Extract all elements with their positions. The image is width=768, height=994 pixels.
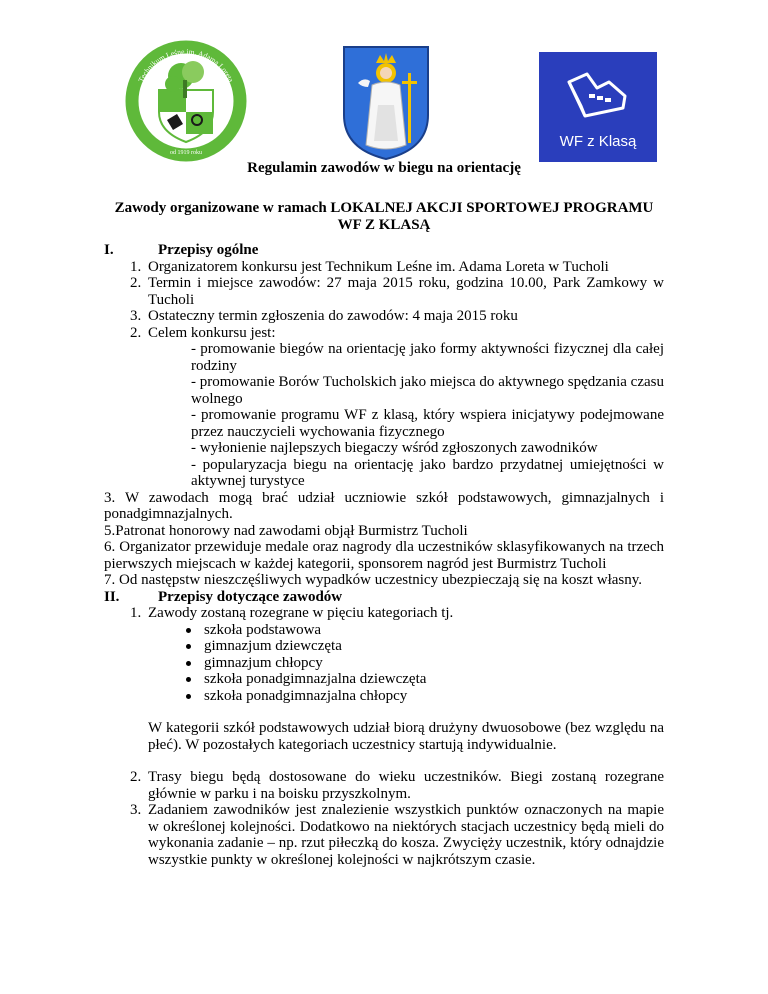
list-item (104, 325, 664, 342)
school-year-text: od 1919 roku (170, 150, 202, 156)
goal-item: - promowanie Borów Tucholskich jako miejsca do aktywnego spędzania czasu wolnego (191, 374, 664, 407)
list-number: 2. (130, 324, 142, 341)
bullet-icon (186, 661, 191, 666)
bullet-icon (186, 628, 191, 633)
list-text: Zadaniem zawodników jest znalezienie wszystkich punktów oznaczonych na mapie w określonej kolejności. Dodatkowo na niektórych stacjach uczestnicy będą mieli do wykonania zadanie – np. rzut piłeczką do kosza. Zwycięży uczestnik, który odnajdzie wszystkie punkty w określonej kolejności w najkrótszym czasie. (148, 802, 664, 868)
subtitle-line-2: WF Z KLASĄ (337, 216, 431, 233)
paragraph-7: 7. Od następstw nieszczęśliwych wypadków uczestnicy ubezpieczają się na koszt własny. (104, 572, 643, 588)
wf-z-klasa-logo (539, 52, 657, 162)
section-title: Przepisy dotyczące zawodów (158, 588, 343, 605)
list-item (104, 259, 664, 276)
list-item (104, 308, 664, 325)
category-text: szkoła podstawowa (204, 621, 322, 638)
paragraph-6: 6. Organizator przewiduje medale oraz nagrody dla uczestników sklasyfikowanych na trzech pierwszych miejscach w każdej kategorii, sponsorem nagród jest Burmistrz Tucholi (104, 539, 664, 572)
list-number: 2. (130, 275, 142, 291)
category-text: gimnazjum chłopcy (204, 654, 323, 671)
section-title: Przepisy ogólne (158, 242, 259, 258)
logo-bar (0, 40, 768, 170)
category-item (104, 671, 664, 688)
list-text: Zawody zostaną rozegrane w pięciu kategoriach tj. (148, 605, 454, 621)
paragraph-5: 5.Patronat honorowy nad zawodami objął Burmistrz Tucholi (104, 522, 468, 539)
category-item (104, 688, 664, 705)
goal-item: - promowanie programu WF z klasą, który wspiera inicjatywy podejmowane przez nauczycieli wychowania fizycznego (191, 407, 664, 440)
list-text: Organizatorem konkursu jest Technikum Leśne im. Adama Loreta w Tucholi (148, 258, 609, 275)
goal-item: - wyłonienie najlepszych biegaczy wśród zgłoszonych zawodników (191, 440, 598, 456)
list-item (104, 769, 664, 802)
category-text: szkoła ponadgimnazjalna dziewczęta (204, 671, 427, 687)
document-title: Regulamin zawodów w biegu na orientację (247, 160, 521, 176)
category-note: W kategorii szkół podstawowych udział biorą drużyny dwuosobowe (bez względu na płeć). W pozostałych kategoriach uczestnicy startują indywidualnie. (148, 720, 664, 753)
wf-z-klasa-label: WF z Klasą (559, 133, 637, 150)
list-text: Termin i miejsce zawodów: 27 maja 2015 roku, godzina 10.00, Park Zamkowy w Tucholi (148, 275, 664, 308)
list-number: 1. (130, 605, 142, 621)
section-number: I. (104, 242, 114, 258)
list-item (104, 605, 664, 622)
category-item (104, 655, 664, 672)
section-heading-2 (104, 589, 664, 606)
list-text: Trasy biegu będą dostosowane do wieku uczestników. Biegi zostaną rozegrane głównie w parku i na boisku przyszkolnym. (148, 769, 664, 802)
category-item (104, 638, 664, 655)
list-number: 3. (130, 802, 142, 818)
goal-item: - popularyzacja biegu na orientację jako bardzo przydatnej umiejętności w aktywnej turystyce (191, 456, 664, 489)
list-number: 1. (130, 258, 142, 275)
list-number: 2. (130, 769, 142, 785)
category-text: szkoła ponadgimnazjalna chłopcy (204, 687, 408, 704)
category-text: gimnazjum dziewczęta (204, 638, 342, 654)
list-text: Ostateczny termin zgłoszenia do zawodów: 4 maja 2015 roku (148, 308, 518, 324)
city-crest-logo (342, 45, 430, 161)
list-item (104, 802, 664, 868)
subtitle-line-1: Zawody organizowane w ramach LOKALNEJ AKCJI SPORTOWEJ PROGRAMU (114, 200, 654, 216)
document-body (104, 242, 664, 868)
goal-item: - promowanie biegów na orientację jako formy aktywności fizycznej dla całej rodziny (191, 341, 664, 374)
bullet-icon (186, 644, 191, 649)
school-ring-text: Technikum Leśne im. Adama Loreta (136, 46, 236, 84)
list-number: 3. (130, 308, 142, 324)
category-item (104, 622, 664, 639)
section-heading-1 (104, 242, 664, 259)
bullet-icon (186, 694, 191, 699)
list-text: Celem konkursu jest: (148, 324, 276, 341)
paragraph-3: 3. W zawodach mogą brać udział uczniowie szkół podstawowych, gimnazjalnych i ponadgimnazjalnych. (104, 489, 664, 522)
list-item (104, 275, 664, 308)
bullet-icon (186, 677, 191, 682)
document-subtitle (104, 200, 664, 233)
school-logo (125, 40, 247, 162)
section-number: II. (104, 588, 120, 605)
